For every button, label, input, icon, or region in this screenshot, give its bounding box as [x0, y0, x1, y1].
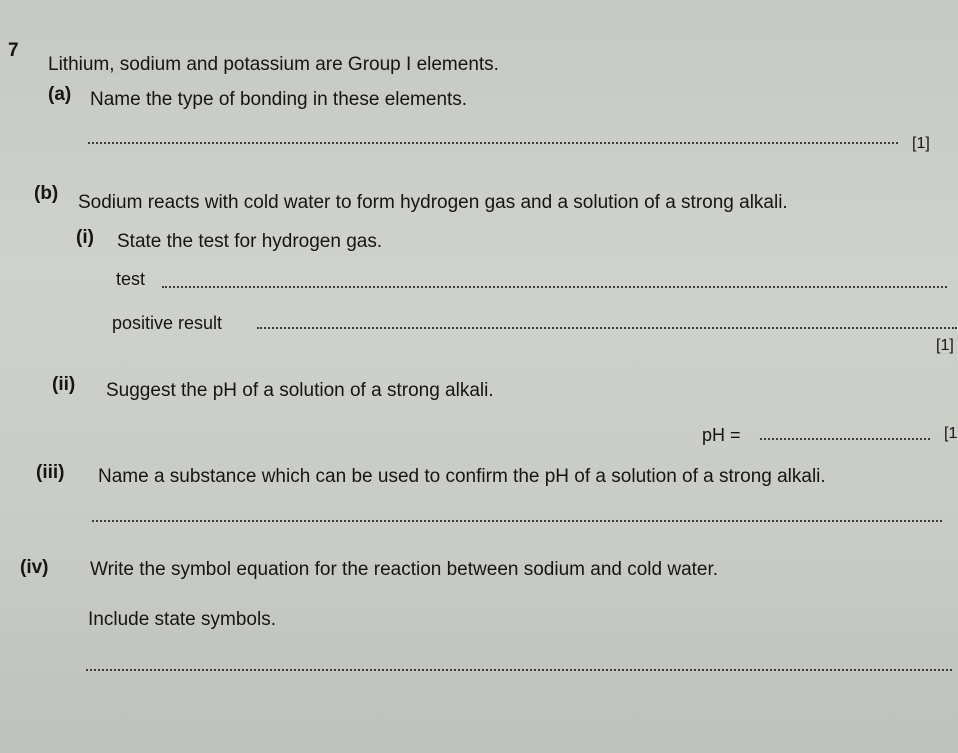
part-b-i-marks: [1] — [936, 337, 954, 354]
part-a-answer-line[interactable] — [88, 142, 898, 144]
part-a-question: Name the type of bonding in these elements. — [90, 89, 468, 110]
part-b-iii-question: Name a substance which can be used to confirm the pH of a solution of a strong alkali. — [98, 466, 826, 487]
positive-result-answer-line[interactable] — [257, 327, 957, 329]
positive-result-label: positive result — [112, 313, 223, 333]
part-b-ii-marks: [1 — [944, 425, 958, 442]
part-b-ii-label: (ii) — [52, 374, 76, 395]
part-a-marks: [1] — [912, 135, 930, 152]
part-b-question: Sodium reacts with cold water to form hydrogen gas and a solution of a strong alkali. — [78, 192, 788, 213]
part-b-iv-answer-line[interactable] — [86, 669, 952, 671]
test-label: test — [116, 269, 146, 289]
part-b-label: (b) — [34, 183, 59, 204]
ph-label: pH = — [702, 425, 741, 445]
question-intro: Lithium, sodium and potassium are Group I elements. — [48, 54, 499, 75]
test-answer-line[interactable] — [162, 286, 947, 288]
question-number: 7 — [8, 40, 19, 61]
part-b-iii-label: (iii) — [36, 462, 65, 483]
part-b-iii-answer-line[interactable] — [92, 520, 942, 522]
part-a-label: (a) — [48, 84, 72, 105]
part-b-ii-question: Suggest the pH of a solution of a strong alkali. — [106, 380, 494, 401]
part-b-iv-subtext: Include state symbols. — [88, 609, 276, 630]
part-b-iv-question: Write the symbol equation for the reaction between sodium and cold water. — [90, 559, 719, 580]
ph-answer-line[interactable] — [760, 438, 930, 440]
part-b-iv-label: (iv) — [20, 557, 49, 578]
part-b-i-question: State the test for hydrogen gas. — [117, 231, 383, 252]
part-b-i-label: (i) — [76, 227, 94, 248]
